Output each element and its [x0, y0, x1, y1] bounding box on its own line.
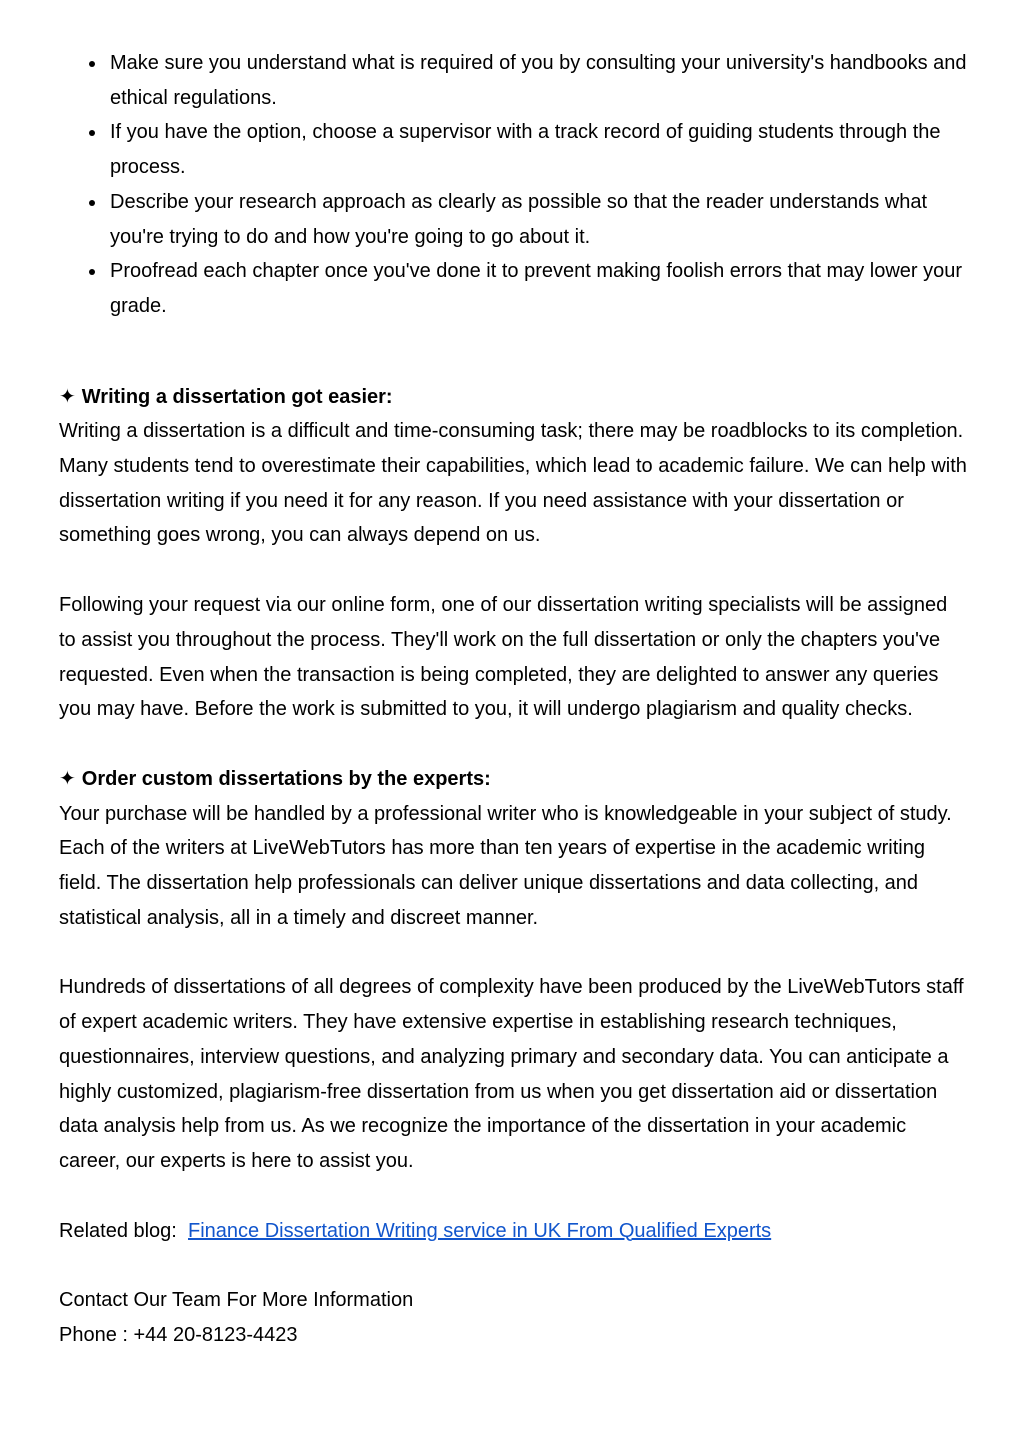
- list-item: If you have the option, choose a supervisor with a track record of guiding students through the process.: [110, 115, 968, 184]
- star-icon: ✦: [59, 767, 76, 790]
- paragraph: Hundreds of dissertations of all degrees of complexity have been produced by the LiveWebTutors staff of expert academic writers. They have extensive expertise in establishing research techniques, questionnaires, interview questions, and analyzing primary and secondary data. You can anticipate a highly customized, plagiarism-free dissertation from us when you get dissertation aid or dissertation data analysis help from us. As we recognize the importance of the dissertation in your academic career, our experts is here to assist you.: [59, 976, 964, 1172]
- related-blog: [59, 1214, 968, 1249]
- list-item: Describe your research approach as clearly as possible so that the reader understands what you're trying to do and how you're going to go about it.: [110, 185, 968, 254]
- section-order-custom: [59, 762, 968, 1179]
- section-heading: [59, 762, 968, 797]
- section-heading-text: Writing a dissertation got easier:: [81, 385, 393, 408]
- paragraph: Your purchase will be handled by a professional writer who is knowledgeable in your subject of study. Each of the writers at LiveWebTutors has more than ten years of expertise in the academic writing field. The dissertation help professionals can deliver unique dissertations and data collecting, and statistical analysis, all in a timely and discreet manner.: [59, 802, 952, 929]
- related-blog-label: Related blog:: [59, 1219, 177, 1242]
- contact-info-line: Contact Our Team For More Information: [59, 1289, 414, 1312]
- tips-list: [59, 46, 968, 324]
- paragraph: Following your request via our online form, one of our dissertation writing specialists will be assigned to assist you throughout the process. They'll work on the full dissertation or only the chapters you've requested. Even when the transaction is being completed, they are delighted to answer any queries you may have. Before the work is submitted to you, it will undergo plagiarism and quality checks.: [59, 594, 948, 721]
- section-heading: [59, 380, 968, 415]
- related-blog-link[interactable]: Finance Dissertation Writing service in UK From Qualified Experts: [188, 1219, 772, 1242]
- section-heading-text: Order custom dissertations by the experts:: [81, 767, 491, 790]
- section-writing-easier: [59, 380, 968, 727]
- list-item: Proofread each chapter once you've done it to prevent making foolish errors that may lower your grade.: [110, 254, 968, 323]
- star-icon: ✦: [59, 385, 76, 408]
- list-item: Make sure you understand what is required of you by consulting your university's handbooks and ethical regulations.: [110, 46, 968, 115]
- contact-phone: Phone : +44 20-8123-4423: [59, 1324, 298, 1347]
- paragraph: Writing a dissertation is a difficult and time-consuming task; there may be roadblocks to its completion. Many students tend to overestimate their capabilities, which lead to academic failure. We can help with dissertation writing if you need it for any reason. If you need assistance with your dissertation or something goes wrong, you can always depend on us.: [59, 420, 967, 547]
